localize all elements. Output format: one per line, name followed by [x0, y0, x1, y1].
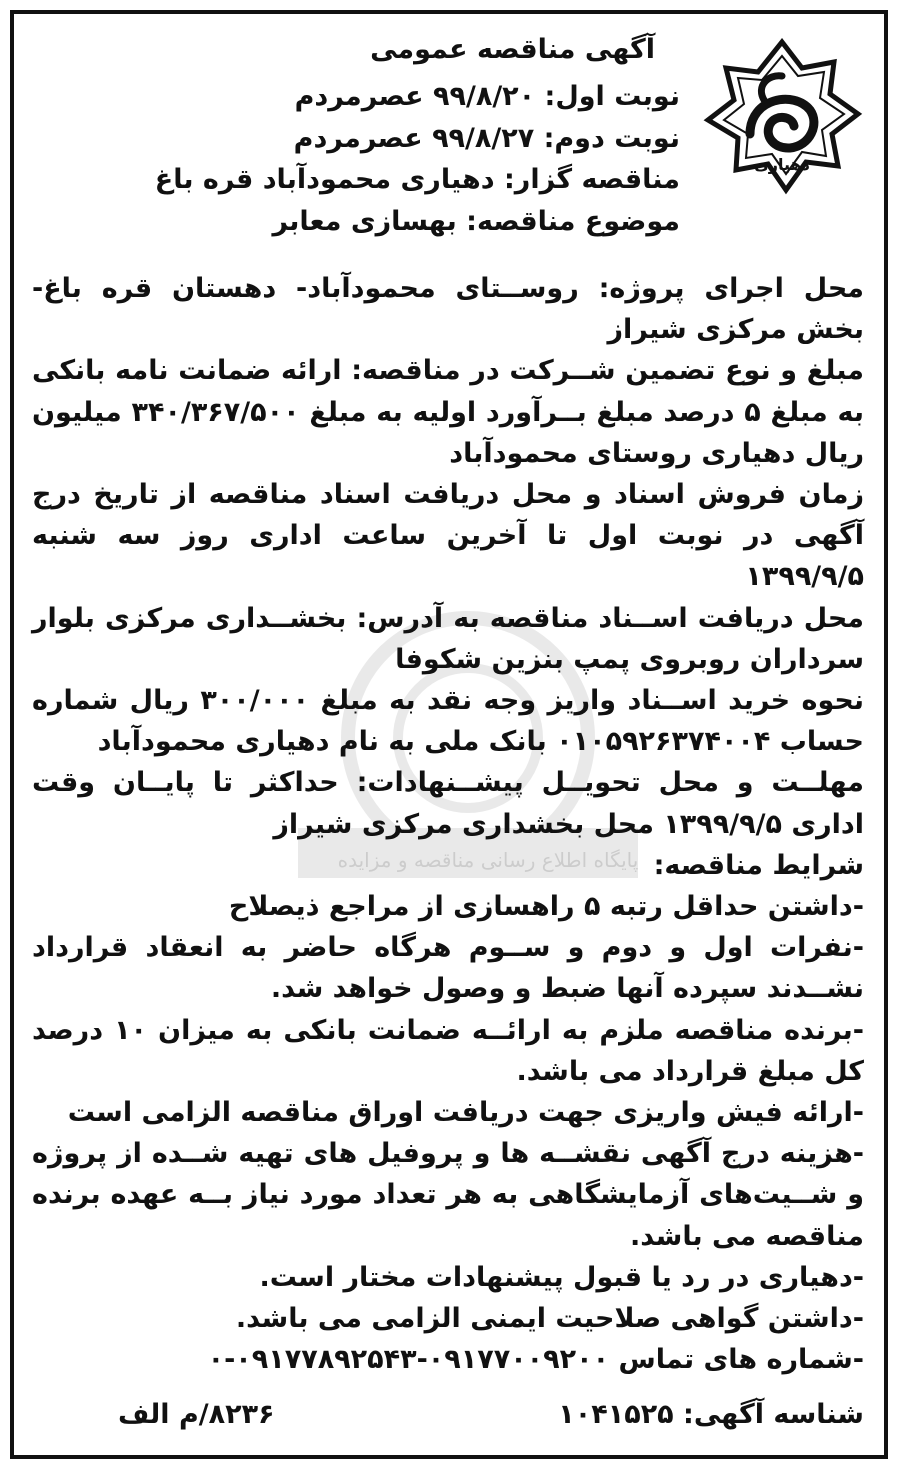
condition-item: -ارائه فیش واریزی جهت دریافت اوراق مناقصه الزامی است [67, 1097, 864, 1129]
notice-header [28, 28, 870, 266]
ad-id: شناسه آگهی: ۱۰۴۱۵۲۵ [558, 1399, 864, 1430]
document-sale-time-paragraph: زمان فروش اسناد و محل دریافت اسناد مناقصه از تاریخ درج آگهی در نوبت اول تا آخرین ساعت اداری روز سه شنبه ۱۳۹۹/۹/۵ [32, 479, 864, 593]
purchase-method-paragraph: نحوه خرید اســناد واریز وجه نقد به مبلغ ۳۰۰/۰۰۰ ریال شماره حساب ۰۱۰۵۹۲۶۳۷۴۰۰۴ بانک ملی به نام دهیاری محمودآباد [32, 685, 864, 758]
dehyari-logo-icon [698, 38, 866, 206]
contact-numbers: -شماره های تماس ۰۹۱۷۷۰۰۹۲۰۰-۰۹۱۷۷۸۹۲۵۴۳-۰ [207, 1344, 864, 1376]
reference-number: ۸۲۳۶/م الف [118, 1399, 275, 1430]
condition-item: -نفرات اول و دوم و ســوم هرگاه حاضر به انعقاد قرارداد نشــدند سپرده آنها ضبط و وصول خواهد شد. [32, 932, 864, 1005]
notice-body [28, 268, 870, 1380]
condition-item: -دهیاری در رد یا قبول پیشنهادات مختار است. [259, 1261, 864, 1293]
condition-item: -برنده مناقصه ملزم به ارائــه ضمانت بانکی به میزان ۱۰ درصد کل مبلغ قرارداد می باشد. [32, 1014, 864, 1087]
conditions-title: شرایط مناقصه: [653, 849, 864, 881]
notice-footer [28, 1393, 870, 1437]
second-round-line: نوبت دوم: ۹۹/۸/۲۷ عصرمردم [293, 122, 680, 154]
document-pickup-address-paragraph: محل دریافت اســناد مناقصه به آدرس: بخشــداری مرکزی بلوار سرداران روبروی پمپ بنزین شکوفا [32, 602, 864, 675]
condition-item: -داشتن گواهی صلاحیت ایمنی الزامی می باشد. [235, 1303, 864, 1335]
condition-item: -هزینه درج آگهی نقشــه ها و پروفیل های تهیه شــده از پروژه و شــیت‌های آزمایشگاهی به هر تعداد مورد نیاز بــه عهده برنده مناقصه می باشد. [32, 1138, 864, 1252]
logo-caption: دهیاری [754, 155, 810, 174]
project-location-paragraph: محل اجرای پروژه: روســتای محمودآباد- دهستان قره باغ- بخش مرکزی شیراز [32, 273, 864, 346]
condition-item: -داشتن حداقل رتبه ۵ راهسازی از مراجع ذیصلاح [228, 891, 864, 923]
tender-organizer-line: مناقصه گزار: دهیاری محمودآباد قره باغ [154, 164, 680, 195]
tender-subject-line: موضوع مناقصه: بهسازی معابر [272, 205, 680, 237]
watermark-text: پایگاه اطلاع رسانی مناقصه و مزایده [337, 848, 639, 872]
guarantee-paragraph: مبلغ و نوع تضمین شــرکت در مناقصه: ارائه ضمانت نامه بانکی به مبلغ ۵ درصد مبلغ بــرآورد اولیه به مبلغ ۳۴۰/۳۶۷/۵۰۰ میلیون ریال دهیاری روستای محمودآباد [32, 355, 864, 469]
notice-header-lines [155, 76, 680, 242]
submission-deadline-paragraph: مهلــت و محل تحویــل پیشــنهادات: حداکثر تا پایــان وقت اداری ۱۳۹۹/۹/۵ محل بخشداری مرکزی شیراز [32, 767, 864, 840]
notice-title: آگهی مناقصه عمومی [370, 34, 655, 65]
notice-frame [10, 10, 888, 1459]
first-round-line: نوبت اول: ۹۹/۸/۲۰ عصرمردم [294, 81, 680, 112]
notice-document [28, 28, 870, 1441]
